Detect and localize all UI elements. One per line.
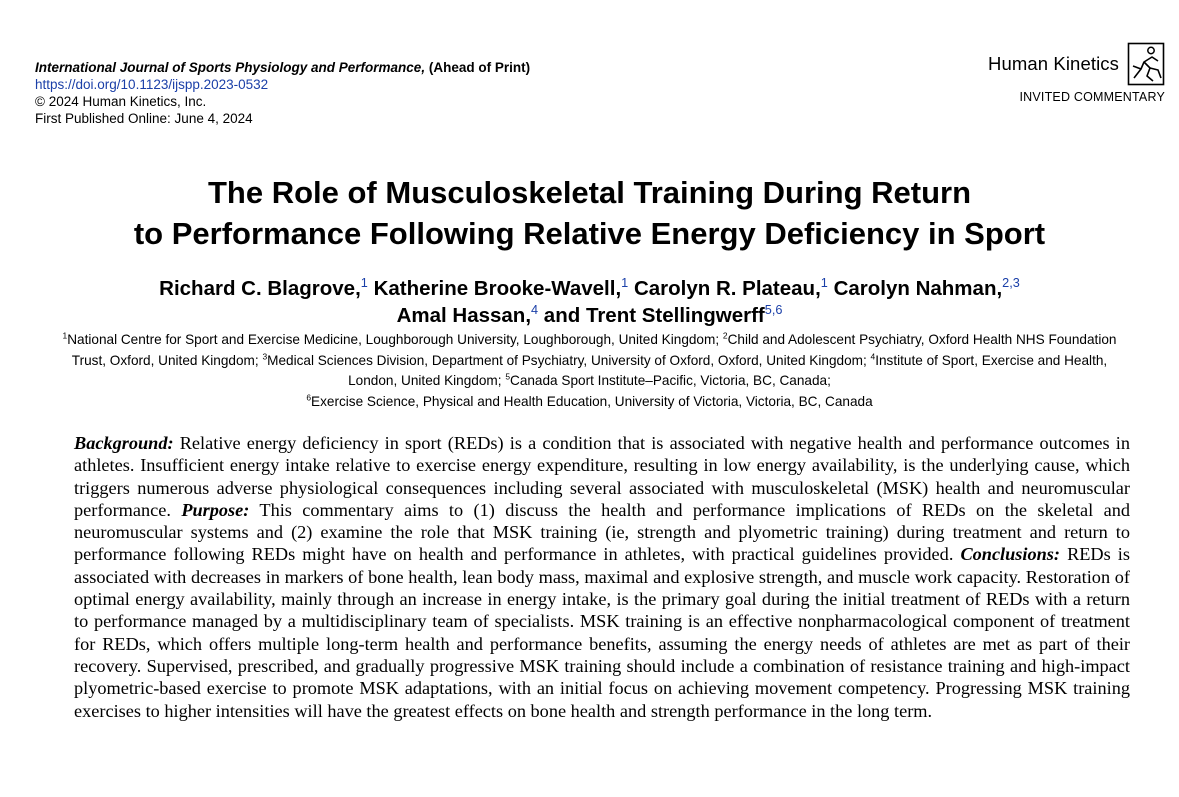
affiliations: $^1$National Centre for Sport and Exercise Medicine, Loughborough University, Loughborough, United Kingdom; $^2$Child and Adolescent Psychiatry, Oxford Health NHS Foundation Trust, Oxford, United Kingdom; $^3$Medical Sciences Division, Department of Psychiatry, University of Oxford, Oxford, United Kingdom; $^4$Institute of Sport, Exercise and Health, London, United Kingdom; $^5$Canada Sport Institute–Pacific, Victoria, BC, Canada; $^6$Exercise Science, Physical and Health Education, University of Victoria, Victoria, BC, Canada (62, 330, 1117, 409)
conclusions-heading: Conclusions (960, 544, 1054, 565)
abstract: Background: Relative energy deficiency in sport (REDs) is a condition that is associated with negative health and performance outcomes in athletes. Insufficient energy intake relative to exercise energy expenditure, resulting in low energy availability, is the underlying cause, which triggers numerous adverse physiological consequences including several associated with musculoskeletal (MSK) health and neuromuscular performance. Purpose: This commentary aims to (1) discuss the health and performance implications of REDs on the skeletal and neuromuscular systems and (2) examine the role that MSK training (ie, strength and plyometric training) during treatment and return to performance following REDs might have on health and performance in athletes, with practical guidelines provided. Conclusions: REDs is associated with decreases in markers of bone health, lean body mass, maximal and explosive strength, and muscle work capacity. Restoration of optimal energy availability, mainly through an increase in energy intake, is the primary goal during the initial treatment of REDs with a return to performance managed by a multidisciplinary team of specialists. MSK training is an effective nonpharmacological component of treatment for REDs, which offers multiple long-term health and performance benefits, assuming the energy needs of athletes are met as part of their recovery. Supervised, prescribed, and gradually progressive MSK training should include a combination of resistance training and high-impact plyometric-based exercise to promote MSK adaptations, with an initial focus on achieving movement competency. Progressing MSK training exercises to higher intensities will have the greatest effects on bone health and strength performance in the long term. (74, 433, 1130, 721)
purpose-heading: Purpose (181, 499, 244, 520)
author-affiliation-ref[interactable]: 1 (360, 275, 368, 291)
author-affiliation-ref[interactable]: 2,3 (1002, 275, 1020, 291)
journal-citation (35, 59, 530, 76)
article-title (0, 172, 1179, 254)
affiliation: Exercise Science, Physical and Health Education, University of Victoria, Victoria, BC, Canada (311, 393, 873, 409)
author-line-1 (0, 275, 1179, 302)
author-name: Carolyn Nahman, (833, 277, 1003, 300)
publisher-block (988, 42, 1165, 104)
background-heading: Background (74, 433, 168, 453)
journal-name: International Journal of Sports Physiology and Performance, (35, 60, 426, 75)
author-name: Carolyn R. Plateau, (633, 277, 821, 300)
author-name: Katherine Brooke-Wavell, (373, 277, 622, 300)
title-line-1: The Role of Musculoskeletal Training During Return (207, 175, 972, 210)
title-line-2: to Performance Following Relative Energy Deficiency in Sport (133, 216, 1046, 251)
author-affiliation-ref[interactable]: 5,6 (764, 302, 783, 318)
copyright-notice: © 2024 Human Kinetics, Inc. (35, 94, 207, 109)
publisher-name: Human Kinetics (988, 53, 1119, 74)
purpose-text: This commentary aims to (1) discuss the health and performance implications of REDs on the skeletal and neuromuscular systems and (2) examine the role that MSK training (ie, strength and plyometric training) during treatment and return to performance following REDs might have on health and performance in athletes, with practical guidelines provided. (74, 499, 1130, 565)
conclusions-text: REDs is associated with decreases in markers of bone health, lean body mass, maximal and explosive strength, and muscle work capacity. Restoration of optimal energy availability, mainly through an increase in energy intake, is the primary goal during the initial treatment of REDs with a return to performance managed by a multidisciplinary team of specialists. MSK training is an effective nonpharmacological component of treatment for REDs, which offers multiple long-term health and performance benefits, assuming the energy needs of athletes are met as part of their recovery. Supervised, prescribed, and gradually progressive MSK training should include a combination of resistance training and high-impact plyometric-based exercise to promote MSK adaptations, with an initial focus on achieving movement competency. Progressing MSK training exercises to higher intensities will have the greatest effects on bone health and strength performance in the long term. (74, 544, 1130, 721)
article-type: INVITED COMMENTARY (1019, 90, 1165, 104)
affiliation: Child and Adolescent Psychiatry, Oxford Health NHS Foundation Trust, Oxford, United Kingdom; (71, 332, 1117, 368)
journal-header (35, 59, 530, 127)
author-line-2 (0, 302, 1179, 329)
affiliation: Canada Sport Institute–Pacific, Victoria, BC, Canada; (510, 373, 831, 388)
affiliation: National Centre for Sport and Exercise Medicine, Loughborough University, Loughborough, United Kingdom; (67, 332, 720, 347)
author-name: and Trent Stellingwerff (543, 304, 765, 327)
author-name: Richard C. Blagrove, (159, 277, 361, 300)
publication-date: First Published Online: June 4, 2024 (35, 111, 253, 126)
background-text: Relative energy deficiency in sport (REDs) is a condition that is associated with negative health and performance outcomes in athletes. Insufficient energy intake relative to exercise energy expenditure, resulting in low energy availability, is the underlying cause, which triggers numerous adverse physiological consequences including several associated with musculoskeletal (MSK) health and neuromuscular performance. (74, 433, 1130, 520)
author-affiliation-ref[interactable]: 1 (621, 275, 629, 291)
author-affiliation-ref[interactable]: 1 (820, 275, 828, 291)
affiliation: Medical Sciences Division, Department of Psychiatry, University of Oxford, Oxford, United Kingdom; (267, 352, 867, 368)
human-kinetics-logo-icon (1127, 42, 1165, 86)
author-affiliation-ref[interactable]: 4 (531, 302, 539, 318)
affiliation: Institute of Sport, Exercise and Health, London, United Kingdom; (348, 352, 1108, 388)
author-name: Amal Hassan, (396, 304, 532, 327)
author-list (0, 275, 1179, 329)
doi-link[interactable]: https://doi.org/10.1123/ijspp.2023-0532 (35, 77, 269, 92)
publication-status: (Ahead of Print) (428, 60, 531, 75)
